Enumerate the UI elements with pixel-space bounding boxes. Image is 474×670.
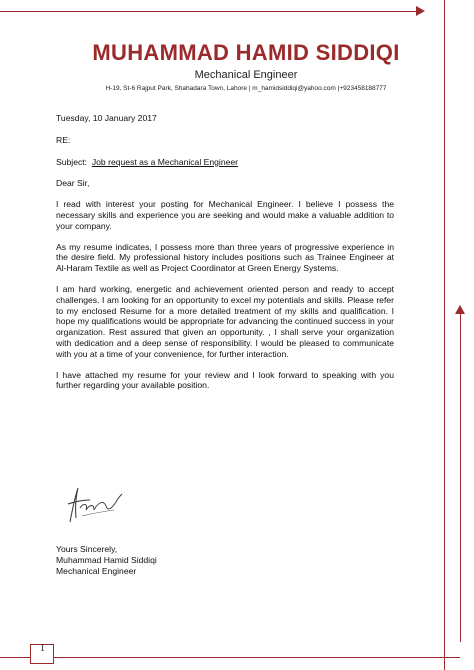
top-border-arrow-icon bbox=[416, 6, 425, 16]
subject-text: Job request as a Mechanical Engineer bbox=[91, 156, 239, 167]
handwritten-signature bbox=[60, 482, 124, 530]
inner-right-border-line bbox=[460, 312, 461, 642]
top-border-line bbox=[0, 11, 421, 12]
re-line: RE: bbox=[56, 134, 71, 145]
applicant-name: MUHAMMAD HAMID SIDDIQI bbox=[92, 40, 400, 65]
signer-name: Muhammad Hamid Siddiqi bbox=[56, 554, 157, 565]
letter-date: Tuesday, 10 January 2017 bbox=[56, 113, 157, 123]
contact-line: H-19, St-6 Rajput Park, Shahadara Town, Lahore | m_hamidsiddiqi@yahoo.com |+923458188777 bbox=[105, 85, 387, 92]
signer-title: Mechanical Engineer bbox=[56, 565, 137, 576]
applicant-title: Mechanical Engineer bbox=[194, 69, 298, 81]
salutation: Dear Sir, bbox=[56, 178, 90, 189]
bottom-border-line bbox=[0, 657, 460, 658]
right-border-line bbox=[444, 0, 445, 670]
paragraph-3: I am hard working, energetic and achievement oriented person and ready to accept challenges. I am looking for an opportunity to excel my potentials and skills. Please refer to my enclosed Resume for a more detailed treatment of my skills and qualification. I hope my qualifications would be appropriate for advancing the continued success in your organization. Rest assured that given an opportunity. , I shall serve your organization with dedication and a deep sense of responsibility. I would be pleased to communicate with you at a time of your convenience, for further interaction. bbox=[56, 283, 394, 359]
paragraph-4: I have attached my resume for your review and I look forward to speaking with you further regarding your available position. bbox=[56, 369, 394, 391]
subject-label: Subject: bbox=[56, 156, 88, 167]
paragraph-2: As my resume indicates, I possess more than three years of progressive experience in the desire field. My professional history includes positions such as Trainee Engineer at Al-Haram Textile as well as Project Coordinator at Green Energy Systems. bbox=[56, 241, 394, 274]
inner-border-arrow-icon bbox=[455, 305, 465, 314]
letterhead bbox=[56, 40, 436, 92]
closing-phrase: Yours Sincerely, bbox=[56, 544, 118, 554]
subject-line bbox=[56, 157, 394, 168]
letter-body bbox=[56, 113, 394, 391]
closing-block bbox=[56, 544, 157, 576]
page-number: 1 bbox=[40, 643, 45, 654]
paragraph-1: I read with interest your posting for Mechanical Engineer. I believe I possess the necessary skills and experience you are seeking and would make a valuable addition to your company. bbox=[56, 199, 394, 231]
